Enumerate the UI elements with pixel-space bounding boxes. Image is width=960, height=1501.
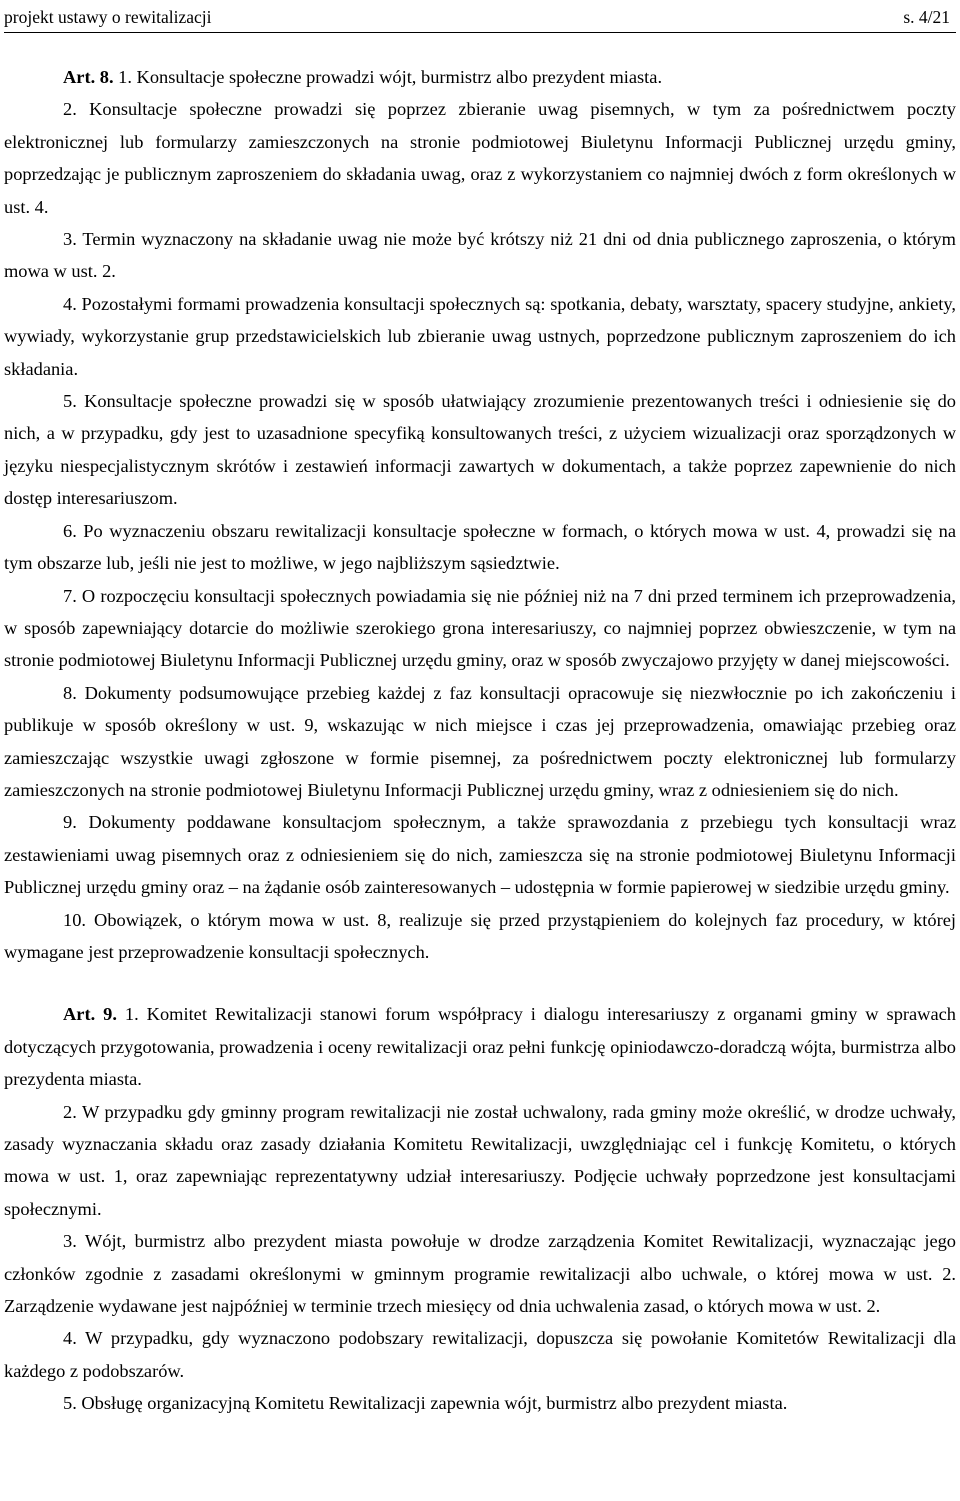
art8-p1-text: 1. Konsultacje społeczne prowadzi wójt, burmistrz albo prezydent miasta.	[113, 67, 663, 87]
art8-paragraph-10: 10. Obowiązek, o którym mowa w ust. 8, realizuje się przed przystąpieniem do kolejnych faz procedury, w której wymagane jest przeprowadzenie konsultacji społecznych.	[4, 909, 956, 962]
art8-paragraph-1	[4, 61, 956, 93]
page-header	[4, 4, 956, 33]
art9-p1-text: 1. Komitet Rewitalizacji stanowi forum współpracy i dialogu interesariuszy z organami gminy w sprawach dotyczących przygotowania, prowadzenia i oceny rewitalizacji oraz pełni funkcję opiniodawczo-doradczą wójta, burmistrza albo prezydenta miasta.	[4, 1004, 956, 1090]
art8-paragraph-2: 2. Konsultacje społeczne prowadzi się poprzez zbieranie uwag pisemnych, w tym za pośrednictwem poczty elektronicznej lub formularzy zamieszczonych na stronie podmiotowej Biuletynu Informacji Publicznej urzędu gminy, poprzedzając je publicznym zaproszeniem do składania uwag, oraz z wykorzystaniem co najmniej dwóch z form określonych w ust. 4.	[4, 99, 956, 217]
page-number: s. 4/21	[903, 7, 950, 27]
art8-paragraph-3: 3. Termin wyznaczony na składanie uwag nie może być krótszy niż 21 dni od dnia publicznego zaproszenia, o którym mowa w ust. 2.	[4, 229, 956, 282]
art8-paragraph-7: 7. O rozpoczęciu konsultacji społecznych powiadamia się nie później niż na 7 dni przed terminem ich przeprowadzenia, w sposób zapewniający dotarcie do możliwie szerokiego grona interesariuszy, co najmniej poprzez obwieszczenie, w tym na stronie podmiotowej Biuletynu Informacji Publicznej urzędu gminy, oraz w sposób zwyczajowo przyjęty w danej miejscowości.	[4, 585, 956, 671]
art9-paragraph-3: 3. Wójt, burmistrz albo prezydent miasta powołuje w drodze zarządzenia Komitet Rewitalizacji, wyznaczając jego członków zgodnie z zasadami określonymi w gminnym programie rewitalizacji albo uchwale, o której mowa w ust. 2. Zarządzenie wydawane jest najpóźniej w terminie trzech miesięcy od dnia uchwalenia zasad, o których mowa w ust. 2.	[4, 1231, 956, 1317]
art9-paragraph-1	[4, 998, 956, 1095]
art8-paragraph-6: 6. Po wyznaczeniu obszaru rewitalizacji konsultacje społeczne w formach, o których mowa w ust. 4, prowadzi się na tym obszarze lub, jeśli nie jest to możliwe, w jego najbliższym sąsiedztwie.	[4, 520, 956, 574]
art9-paragraph-2: 2. W przypadku gdy gminny program rewitalizacji nie został uchwalony, rada gminy może określić, w drodze uchwały, zasady wyznaczania składu oraz zasady działania Komitetu Rewitalizacji, uwzględniając cel i funkcję Komitetu, o których mowa w ust. 1, oraz zapewniając reprezentatywny udział interesariuszy. Podjęcie uchwały poprzedzone jest konsultacjami społecznymi.	[4, 1101, 956, 1219]
art8-label: Art. 8.	[63, 67, 114, 87]
document-title: projekt ustawy o rewitalizacji	[4, 7, 212, 27]
art8-paragraph-8: 8. Dokumenty podsumowujące przebieg każdej z faz konsultacji opracowuje się niezwłocznie po ich zakończeniu i publikuje w sposób określony w ust. 9, wskazując w nich miejsce i czas jej przeprowadzenia, omawiając przebieg oraz zamieszczając wszystkie uwagi zgłoszone w formie pisemnej, za pośrednictwem poczty elektronicznej lub formularzy zamieszczonych na stronie podmiotowej Biuletynu Informacji Publicznej urzędu gminy, wraz z odniesieniem się do nich.	[4, 682, 956, 800]
document-body	[4, 61, 956, 1420]
art9-paragraph-4: 4. W przypadku, gdy wyznaczono podobszary rewitalizacji, dopuszcza się powołanie Komitetów Rewitalizacji dla każdego z podobszarów.	[4, 1328, 956, 1381]
art9-paragraph-5: 5. Obsługę organizacyjną Komitetu Rewitalizacji zapewnia wójt, burmistrz albo prezydent miasta.	[63, 1393, 788, 1414]
art8-paragraph-4: 4. Pozostałymi formami prowadzenia konsultacji społecznych są: spotkania, debaty, warsztaty, spacery studyjne, ankiety, wywiady, wykorzystanie grup przedstawicielskich lub zbieranie uwag ustnych, poprzedzone publicznym zaproszeniem do ich składania.	[4, 293, 956, 379]
art9-label: Art. 9.	[63, 1004, 117, 1025]
art8-paragraph-9: 9. Dokumenty poddawane konsultacjom społecznym, a także sprawozdania z przebiegu tych konsultacji wraz zestawieniami uwag pisemnych oraz z odniesieniem się do nich, zamieszcza się na stronie podmiotowej Biuletynu Informacji Publicznej urzędu gminy oraz – na żądanie osób zainteresowanych – udostępnia w formie papierowej w siedzibie urzędu gminy.	[4, 812, 956, 898]
art8-paragraph-5: 5. Konsultacje społeczne prowadzi się w sposób ułatwiający zrozumienie prezentowanych treści i odniesienie się do nich, a w przypadku, gdy jest to uzasadnione specyfiką konsultowanych treści, z użyciem wizualizacji oraz sporządzonych w języku niespecjalistycznym skrótów i zestawień informacji zawartych w dokumentach, a także poprzez zapewnienie do nich dostęp interesariuszom.	[4, 391, 956, 509]
